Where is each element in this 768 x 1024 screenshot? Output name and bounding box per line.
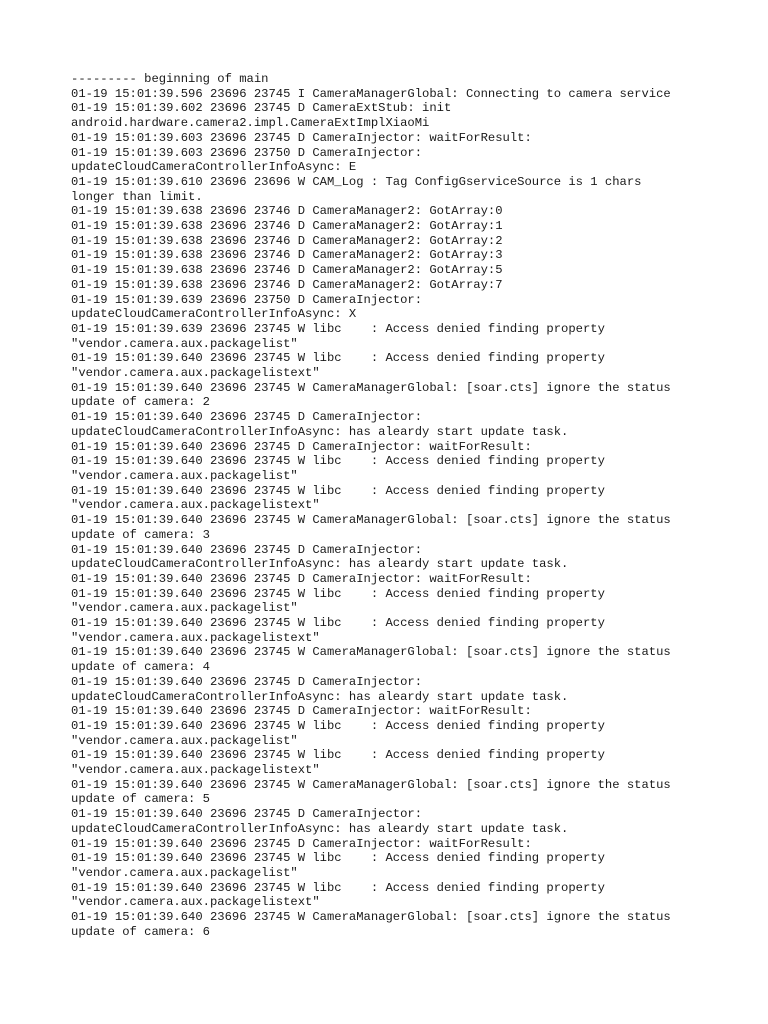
log-line: "vendor.camera.aux.packagelistext" <box>71 630 320 645</box>
log-line: 01-19 15:01:39.640 23696 23745 D CameraInjector: waitForResult: <box>71 439 532 454</box>
log-line: 01-19 15:01:39.640 23696 23745 D CameraInjector: <box>71 410 423 425</box>
log-line: 01-19 15:01:39.640 23696 23745 W CameraManagerGlobal: [soar.cts] ignore the status <box>71 910 671 925</box>
log-line: "vendor.camera.aux.packagelist" <box>71 468 298 483</box>
log-line: 01-19 15:01:39.640 23696 23745 W libc : Access denied finding property <box>71 454 605 469</box>
log-line: 01-19 15:01:39.638 23696 23746 D CameraManager2: GotArray:7 <box>71 277 503 292</box>
log-line: 01-19 15:01:39.640 23696 23745 W CameraManagerGlobal: [soar.cts] ignore the status <box>71 777 671 792</box>
log-line: 01-19 15:01:39.640 23696 23745 W libc : Access denied finding property <box>71 351 605 366</box>
log-line: update of camera: 5 <box>71 792 210 807</box>
log-line: 01-19 15:01:39.638 23696 23746 D CameraManager2: GotArray:2 <box>71 233 503 248</box>
log-line: 01-19 15:01:39.640 23696 23745 D CameraInjector: waitForResult: <box>71 571 532 586</box>
log-line: 01-19 15:01:39.640 23696 23745 W libc : Access denied finding property <box>71 483 605 498</box>
log-line: "vendor.camera.aux.packagelist" <box>71 865 298 880</box>
log-line: 01-19 15:01:39.638 23696 23746 D CameraManager2: GotArray:5 <box>71 263 503 278</box>
log-line: update of camera: 6 <box>71 924 210 939</box>
log-line: 01-19 15:01:39.603 23696 23750 D CameraInjector: <box>71 145 423 160</box>
log-line: 01-19 15:01:39.640 23696 23745 W libc : Access denied finding property <box>71 748 605 763</box>
log-line: 01-19 15:01:39.640 23696 23745 W CameraManagerGlobal: [soar.cts] ignore the status <box>71 513 671 528</box>
log-line: updateCloudCameraControllerInfoAsync: X <box>71 307 357 322</box>
log-line: 01-19 15:01:39.640 23696 23745 D CameraInjector: <box>71 674 423 689</box>
log-line: 01-19 15:01:39.639 23696 23750 D CameraInjector: <box>71 292 423 307</box>
log-line: 01-19 15:01:39.610 23696 23696 W CAM_Log : Tag ConfigGserviceSource is 1 chars <box>71 174 642 189</box>
log-line: "vendor.camera.aux.packagelistext" <box>71 366 320 381</box>
log-line: "vendor.camera.aux.packagelistext" <box>71 763 320 778</box>
log-line: 01-19 15:01:39.640 23696 23745 W libc : Access denied finding property <box>71 880 605 895</box>
log-line: update of camera: 4 <box>71 660 210 675</box>
log-line: 01-19 15:01:39.640 23696 23745 W libc : Access denied finding property <box>71 718 605 733</box>
log-line: 01-19 15:01:39.639 23696 23745 W libc : Access denied finding property <box>71 321 605 336</box>
log-line: 01-19 15:01:39.640 23696 23745 D CameraInjector: <box>71 542 423 557</box>
log-line: 01-19 15:01:39.638 23696 23746 D CameraManager2: GotArray:3 <box>71 248 503 263</box>
log-line: 01-19 15:01:39.596 23696 23745 I CameraManagerGlobal: Connecting to camera service <box>71 86 671 101</box>
log-line: 01-19 15:01:39.640 23696 23745 W libc : Access denied finding property <box>71 616 605 631</box>
log-line: 01-19 15:01:39.603 23696 23745 D CameraInjector: waitForResult: <box>71 130 532 145</box>
log-line: "vendor.camera.aux.packagelist" <box>71 336 298 351</box>
log-line: updateCloudCameraControllerInfoAsync: has aleardy start update task. <box>71 821 569 836</box>
log-line: update of camera: 2 <box>71 395 210 410</box>
log-line: update of camera: 3 <box>71 527 210 542</box>
log-line: 01-19 15:01:39.640 23696 23745 D CameraInjector: waitForResult: <box>71 836 532 851</box>
log-line: "vendor.camera.aux.packagelistext" <box>71 498 320 513</box>
log-line: --------- beginning of main <box>71 72 269 86</box>
log-line: 01-19 15:01:39.640 23696 23745 D CameraInjector: <box>71 807 423 822</box>
log-line: "vendor.camera.aux.packagelist" <box>71 733 298 748</box>
log-output <box>71 72 751 939</box>
log-line: 01-19 15:01:39.638 23696 23746 D CameraManager2: GotArray:0 <box>71 204 503 219</box>
log-line: 01-19 15:01:39.638 23696 23746 D CameraManager2: GotArray:1 <box>71 219 503 234</box>
log-line: 01-19 15:01:39.640 23696 23745 W CameraManagerGlobal: [soar.cts] ignore the status <box>71 380 671 395</box>
log-line: 01-19 15:01:39.640 23696 23745 D CameraInjector: waitForResult: <box>71 704 532 719</box>
log-line: updateCloudCameraControllerInfoAsync: has aleardy start update task. <box>71 424 569 439</box>
log-line: 01-19 15:01:39.602 23696 23745 D CameraExtStub: init <box>71 101 452 116</box>
log-line: "vendor.camera.aux.packagelist" <box>71 601 298 616</box>
log-line: longer than limit. <box>71 189 203 204</box>
log-line: "vendor.camera.aux.packagelistext" <box>71 895 320 910</box>
log-line: updateCloudCameraControllerInfoAsync: has aleardy start update task. <box>71 557 569 572</box>
log-line: android.hardware.camera2.impl.CameraExtImplXiaoMi <box>71 116 430 131</box>
log-line: updateCloudCameraControllerInfoAsync: E <box>71 160 357 175</box>
log-line: updateCloudCameraControllerInfoAsync: has aleardy start update task. <box>71 689 569 704</box>
log-line: 01-19 15:01:39.640 23696 23745 W CameraManagerGlobal: [soar.cts] ignore the status <box>71 645 671 660</box>
log-line: 01-19 15:01:39.640 23696 23745 W libc : Access denied finding property <box>71 851 605 866</box>
log-line: 01-19 15:01:39.640 23696 23745 W libc : Access denied finding property <box>71 586 605 601</box>
